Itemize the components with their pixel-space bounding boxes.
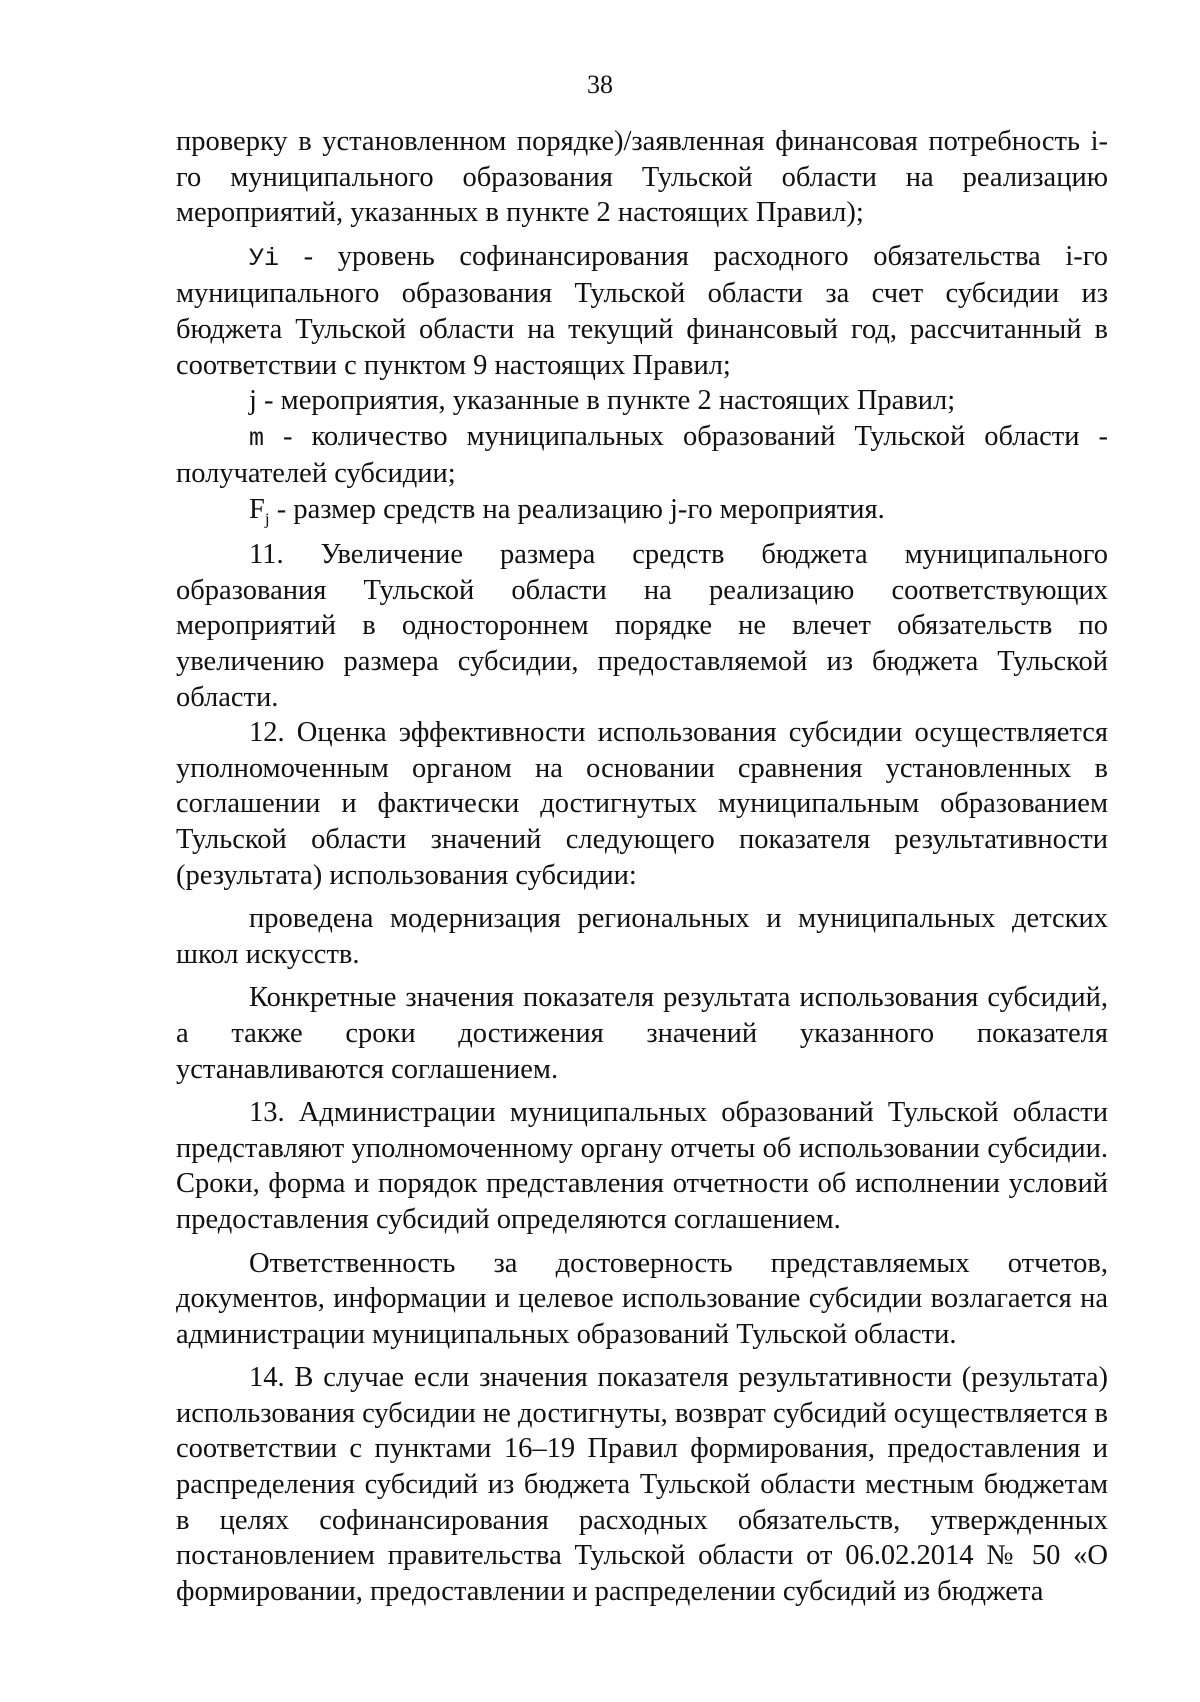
paragraph-specific-values: Конкретные значения показателя результата использования субсидий, а также сроки достижения значений указанного показателя устанавливаются соглашением.: [176, 982, 1108, 1085]
paragraph-j-definition: j - мероприятия, указанные в пункте 2 настоящих Правил;: [249, 385, 956, 417]
paragraph-m-definition: [176, 419, 1108, 492]
symbol-f: F: [249, 493, 265, 525]
paragraph-responsibility: Ответственность за достоверность представляемых отчетов, документов, информации и целевое использование субсидии возлагается на администрации муниципальных образований Тульской области.: [176, 1247, 1108, 1350]
paragraph-yi-definition: [176, 239, 1108, 383]
symbol-f-subscript: j: [264, 509, 270, 529]
yi-definition-text: - уровень софинансирования расходного обязательства i-го муниципального образования Тульской области за счет субсидии из бюджета Тульской области на текущий финансовый год, рассчитанный в соответствии с пунктом 9 настоящих Правил;: [176, 240, 1108, 381]
fj-definition-text: - размер средств на реализацию j-го мероприятия.: [269, 493, 885, 525]
symbol-m: m: [249, 423, 265, 453]
paragraph-12: 12. Оценка эффективности использования субсидии осуществляется уполномоченным органом на основании сравнения установленных в соглашении и фактически достигнутых муниципальным образованием Тульской области значений следующего показателя результативности (результата) использования субсидии:: [176, 717, 1108, 891]
paragraph-14: 14. В случае если значения показателя результативности (результата) использования субсидии не достигнуты, возврат субсидий осуществляется в соответствии с пунктами 16–19 Правил формирования, предоставления и распределения субсидий из бюджета Тульской области местным бюджетам в целях софинансирования расходных обязательств, утвержденных постановлением правительства Тульской области от 06.02.2014 № 50 «О формировании, предоставлении и распределении субсидий из бюджета: [176, 1362, 1108, 1607]
paragraph-continuation: проверку в установленном порядке)/заявленная финансовая потребность i-го муниципального образования Тульской области на реализацию мероприятий, указанных в пункте 2 настоящих Правил);: [176, 126, 1108, 229]
m-definition-text: - количество муниципальных образований Тульской области - получателей субсидии;: [176, 420, 1108, 490]
page-number: 38: [587, 70, 613, 99]
symbol-yi: Уi: [249, 243, 280, 273]
paragraph-indicator: проведена модернизация региональных и муниципальных детских школ искусств.: [176, 903, 1108, 970]
paragraph-13: 13. Администрации муниципальных образований Тульской области представляют уполномоченному органу отчеты об использовании субсидии. Сроки, форма и порядок представления отчетности об исполнении условий предоставления субсидий определяются соглашением.: [176, 1097, 1108, 1235]
paragraph-11: 11. Увеличение размера средств бюджета муниципального образования Тульской области на реализацию соответствующих мероприятий в одностороннем порядке не влечет обязательств по увеличению размера субсидии, предоставляемой из бюджета Тульской области.: [176, 539, 1108, 713]
document-body: [176, 124, 1108, 1609]
paragraph-fj-definition: [176, 492, 1108, 537]
